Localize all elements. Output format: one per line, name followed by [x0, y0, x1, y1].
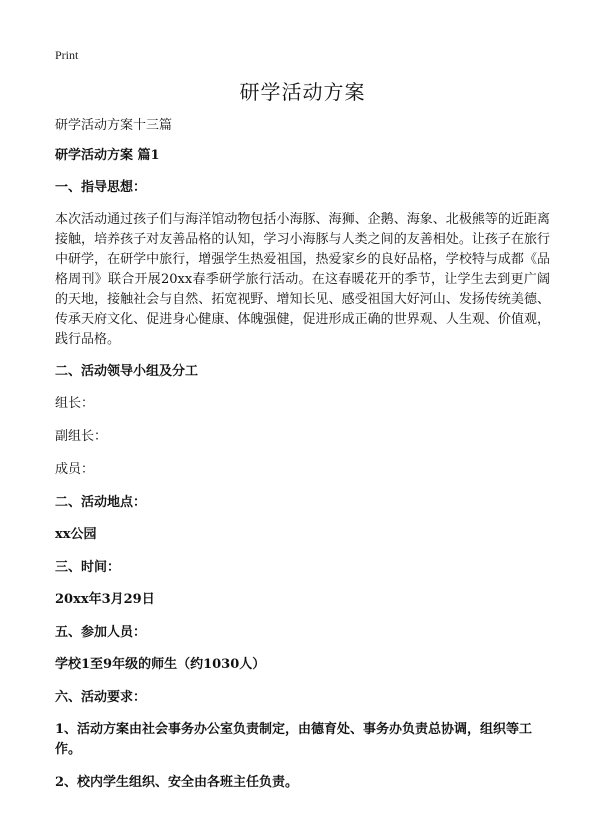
members-label: 成员： [55, 462, 95, 477]
requirement-item-1: 1、活动方案由社会事务办公室负责制定，由德育处、事务办负责总协调，组织等工作。 [55, 722, 533, 757]
leadership-group-heading: 二、活动领导小组及分工 [55, 364, 199, 379]
requirements-heading: 六、活动要求： [55, 690, 147, 705]
document-page [55, 78, 550, 806]
guiding-ideology-body: 本次活动通过孩子们与海洋馆动物包括小海豚、海狮、企鹅、海象、北极熊等的近距离接触，培养孩子对友善品格的认知，学习小海豚与人类之间的友善相处。让孩子在旅行中研学，在研学中旅行，增强学生热爱祖国，热爱家乡的良好品格，学校特与成都《品格周刊》联合开展20xx春季研学旅行活动。在这春暖花开的季节，让学生去到更广阔的天地，接触社会与自然、拓宽视野、增知长见、感受祖国大好河山、发扬传统美德、传承天府文化、促进身心健康、体魄强健，促进形成正确的世界观、人生观、价值观，践行品格。 [55, 212, 550, 347]
deputy-leader-label: 副组长： [55, 429, 108, 444]
document-subtitle: 研学活动方案十三篇 [55, 118, 173, 133]
location-heading: 二、活动地点： [55, 495, 147, 510]
participants-value: 学校1至9年级的师生（约1030人） [55, 657, 266, 672]
section-heading: 研学活动方案 篇1 [55, 148, 160, 163]
participants-heading: 五、参加人员： [55, 625, 147, 640]
location-value: xx公园 [55, 527, 97, 542]
time-value: 20xx年3月29日 [55, 592, 155, 607]
print-label: Print [55, 48, 79, 62]
group-leader-label: 组长： [55, 396, 95, 411]
guiding-ideology-heading: 一、指导思想： [55, 180, 147, 195]
requirement-item-2: 2、校内学生组织、安全由各班主任负责。 [55, 775, 299, 790]
document-title: 研学活动方案 [239, 80, 366, 104]
time-heading: 三、时间： [55, 560, 121, 575]
